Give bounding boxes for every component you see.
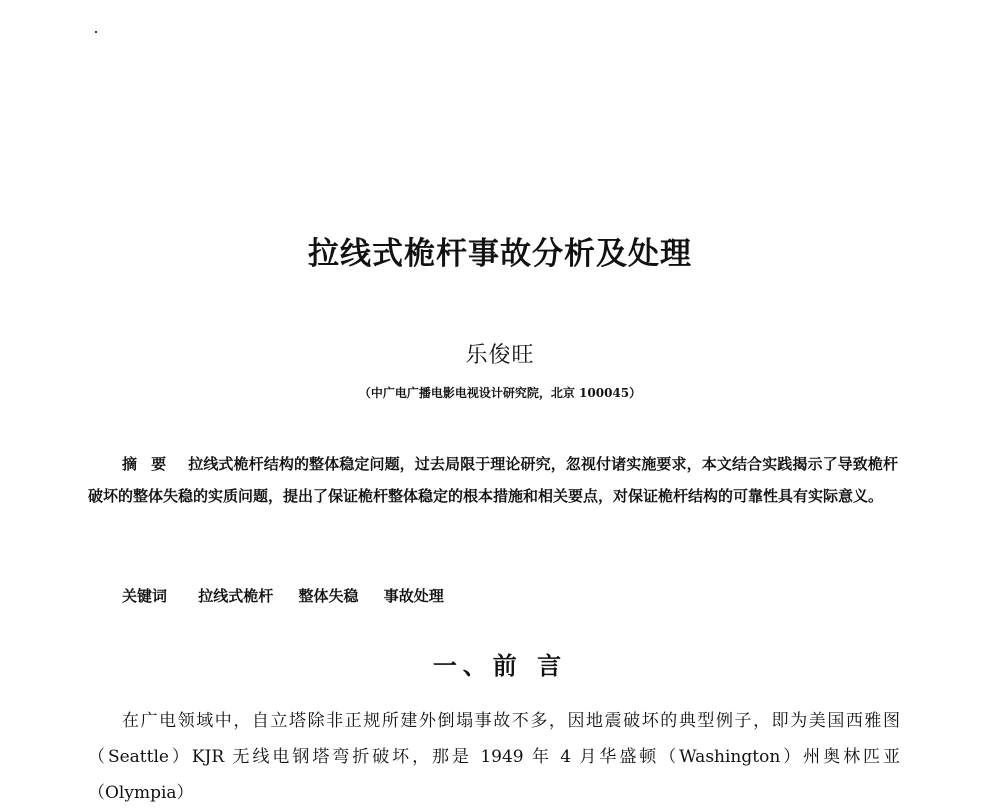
section-heading-introduction: 一、前 言 [432,652,568,680]
scan-speck [95,31,97,33]
author-name: 乐俊旺 [465,343,535,368]
abstract-label: 摘要 [122,455,181,473]
paper-title: 拉线式桅杆事故分析及处理 [308,236,692,272]
keyword: 整体失稳 [298,587,359,605]
author-affiliation: （中广电广播电影电视设计研究院，北京 100045） [358,386,642,400]
abstract-text: 拉线式桅杆结构的整体稳定问题，过去局限于理论研究，忽视付诸实施要求，本文结合实践揭示了导致桅杆破坏的整体失稳的实质问题，提出了保证桅杆整体稳定的根本措施和相关要点，对保证桅杆结构的可靠性具有实际意义。 [88,455,898,505]
introduction-paragraph: 在广电领域中，自立塔除非正规所建外倒塌事故不多，因地震破坏的典型例子，即为美国西雅图（Seattle）KJR 无线电钢塔弯折破坏，那是 1949 年 4 月华盛顿（Washington）州奥林匹亚（Olympia） [88,711,900,803]
abstract [88,448,898,512]
keyword: 事故处理 [383,587,444,605]
keywords-label: 关键词 [122,587,168,605]
keyword: 拉线式桅杆 [198,587,274,605]
keywords [122,585,464,606]
